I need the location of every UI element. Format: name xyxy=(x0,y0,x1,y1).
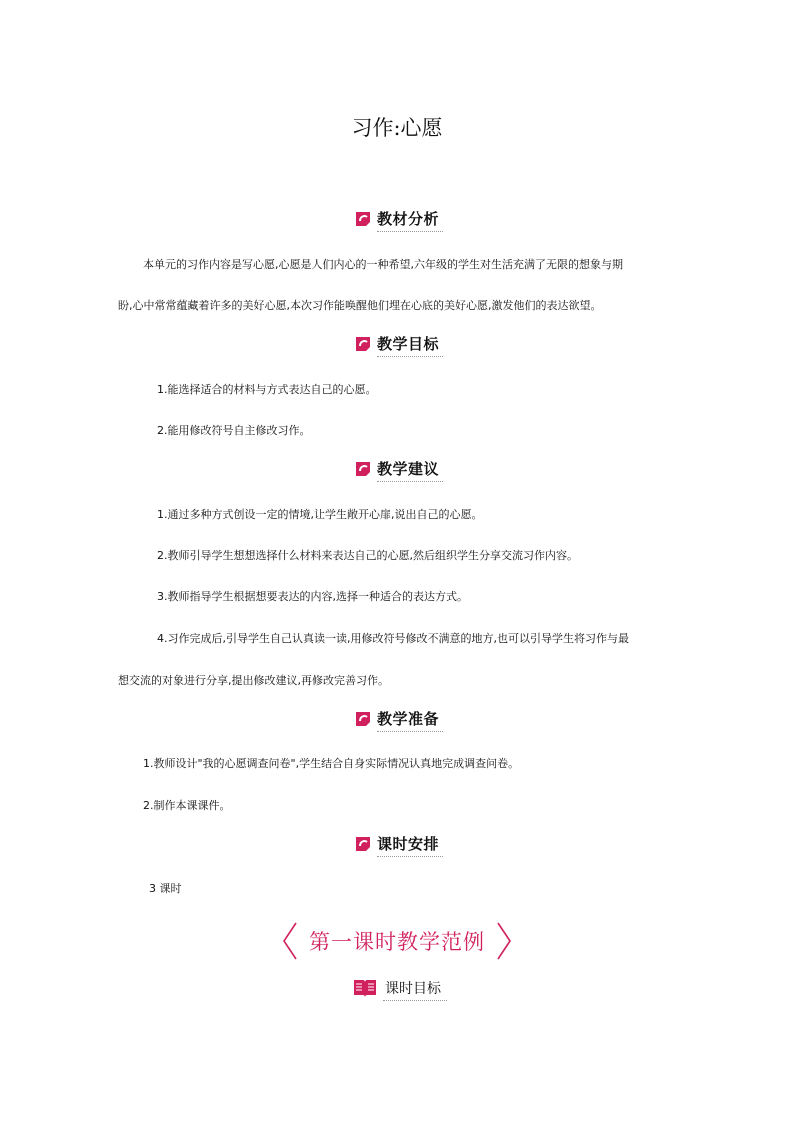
lesson-banner xyxy=(0,921,794,961)
angle-bracket-left-icon xyxy=(281,921,299,961)
section-heading-goals: 教学目标 xyxy=(0,333,794,357)
section-heading-preparation: 教学准备 xyxy=(0,708,794,732)
tag-icon xyxy=(355,336,371,352)
lesson-goal-heading: 课时目标 xyxy=(0,978,794,1002)
suggestions-line-5: 想交流的对象进行分享,提出修改建议,再修改完善习作。 xyxy=(118,674,389,687)
tag-icon xyxy=(355,461,371,477)
analysis-line-1: 本单元的习作内容是写心愿,心愿是人们内心的一种希望,六年级的学生对生活充满了无限的想象与期 xyxy=(143,258,623,271)
tag-icon xyxy=(355,711,371,727)
lesson-banner-label: 第一课时教学范例 xyxy=(309,930,485,954)
goals-line-1: 1.能选择适合的材料与方式表达自己的心愿。 xyxy=(157,383,377,396)
suggestions-line-3: 3.教师指导学生根据想要表达的内容,选择一种适合的表达方式。 xyxy=(157,590,468,603)
tag-icon xyxy=(355,836,371,852)
angle-bracket-right-icon xyxy=(495,921,513,961)
preparation-line-2: 2.制作本课课件。 xyxy=(143,799,231,812)
suggestions-line-4: 4.习作完成后,引导学生自己认真读一读,用修改符号修改不满意的地方,也可以引导学生将习作与最 xyxy=(157,632,629,645)
open-book-icon xyxy=(353,978,377,998)
analysis-line-2: 盼,心中常常蕴藏着许多的美好心愿,本次习作能唤醒他们埋在心底的美好心愿,激发他们的表达欲望。 xyxy=(118,299,602,312)
schedule-line-1: 3 课时 xyxy=(149,882,182,895)
suggestions-line-1: 1.通过多种方式创设一定的情境,让学生敞开心扉,说出自己的心愿。 xyxy=(157,508,483,521)
suggestions-line-2: 2.教师引导学生想想选择什么材料来表达自己的心愿,然后组织学生分享交流习作内容。 xyxy=(157,549,578,562)
preparation-line-1: 1.教师设计"我的心愿调查问卷",学生结合自身实际情况认真地完成调查问卷。 xyxy=(143,757,520,770)
tag-icon xyxy=(355,211,371,227)
page-title: 习作:心愿 xyxy=(351,116,443,140)
goals-line-2: 2.能用修改符号自主修改习作。 xyxy=(157,424,311,437)
section-heading-suggestions: 教学建议 xyxy=(0,458,794,482)
section-heading-schedule: 课时安排 xyxy=(0,833,794,857)
section-heading-analysis: 教材分析 xyxy=(0,208,794,232)
